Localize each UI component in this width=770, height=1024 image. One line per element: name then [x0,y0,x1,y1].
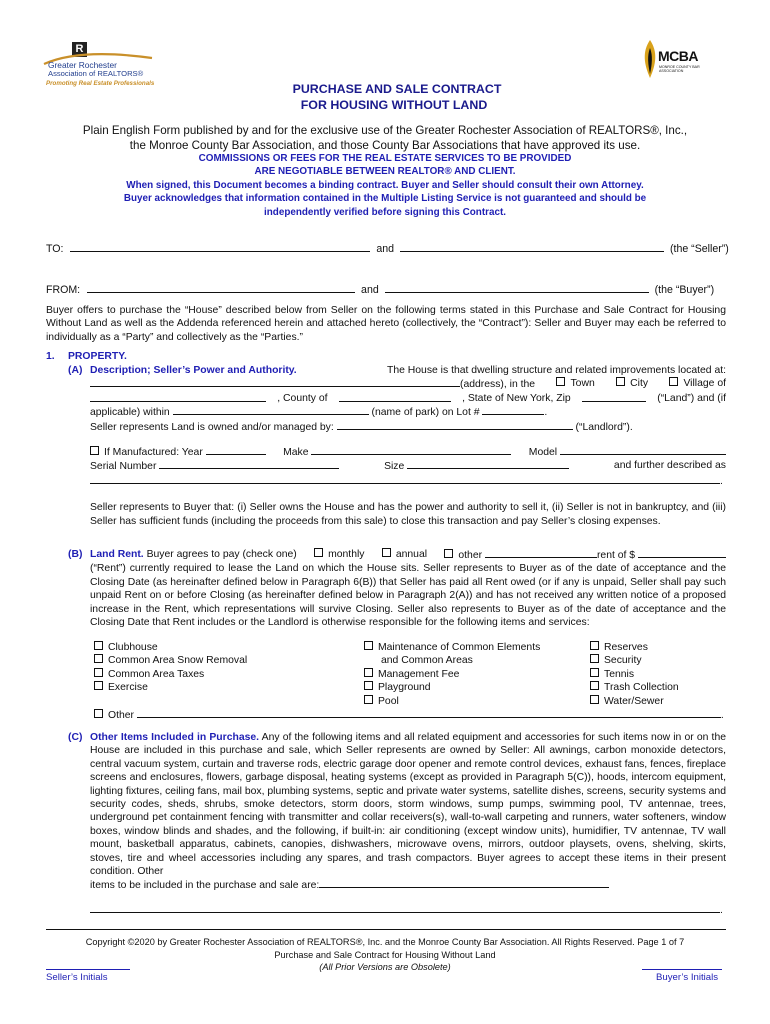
section-1-number: 1. [46,351,55,362]
security-checkbox[interactable] [590,654,599,663]
lot-number-field[interactable] [482,405,544,415]
snow-removal-checkbox[interactable] [94,654,103,663]
address-field[interactable] [90,377,460,387]
village-checkbox[interactable] [669,377,678,386]
manufactured-checkbox[interactable] [90,446,99,455]
reserves-checkbox[interactable] [590,641,599,650]
annual-checkbox[interactable] [382,548,391,557]
other-items-field-1[interactable] [319,878,609,888]
seller-name-field-2[interactable] [400,242,664,252]
model-field[interactable] [560,445,726,455]
seller-initials-line[interactable] [46,969,130,970]
offer-paragraph: Buyer offers to purchase the “House” described below from Seller on the following terms stated in this Purchase and Sale Contract for Housing Without Land as well as the Addenda referenced herein and attached hereto (collectively, the “Contract”): Seller and Buyer may each be referred to individually as a “Party” and collectively as the “Parties.” [46,305,726,343]
logo-sub: Association of REALTORS® [48,69,144,78]
county-field[interactable] [339,392,451,402]
intro-text: Plain English Form published by and for the exclusive use of the Greater Rochester Association of REALTORS®, Inc., the Monroe County Bar Association, and those County Bar Associations that have approved its use. [82,124,688,152]
buyer-initials-label: Buyer’s Initials [656,972,719,983]
monthly-checkbox[interactable] [314,548,323,557]
water-sewer-checkbox[interactable] [590,695,599,704]
make-field[interactable] [311,445,511,455]
pool-checkbox[interactable] [364,695,373,704]
to-row: TO: and (the “Seller”) [46,243,729,255]
notice-block: COMMISSIONS OR FEES FOR THE REAL ESTATE SERVICES TO BE PROVIDED ARE NEGOTIABLE BETWEEN REALTOR® AND CLIENT. When signed, this Document becomes a binding contract. Buyer and Seller should consult their own Attorney. Buyer acknowledges that information contained in the Multiple Listing Service is not guaranteed and should be independently verified before signing this Contract. [123,153,647,218]
description-field[interactable] [90,474,720,484]
mcba-logo [640,38,720,82]
buyer-initials-line[interactable] [642,969,722,970]
seller-represents: Seller represents to Buyer that: (i) Seller owns the House and has the power and authority to sell it, (ii) Seller is not in bankruptcy, and (iii) Seller has sufficient funds (including the proceeds from this sale) to close this transaction and pay Seller’s closing expenses. [90,502,726,527]
section-a-label: (A) [68,365,83,376]
flame-icon [640,38,660,80]
park-name-field[interactable] [173,405,369,415]
trash-checkbox[interactable] [590,681,599,690]
rent-period-field[interactable] [485,548,597,558]
section-1-title: PROPERTY. [68,351,127,362]
zip-field[interactable] [582,392,646,402]
city-checkbox[interactable] [616,377,625,386]
seller-initials-label: Seller’s Initials [46,972,108,983]
section-b-label: (B) [68,549,83,560]
other-service-row: Other . [94,708,724,722]
services-col-3: Reserves Security Tennis Trash Collection Water/Sewer [590,641,679,708]
logo-tagline: Promoting Real Estate Professionals [46,80,155,87]
mcba-text: MCBA [658,48,698,64]
footer-text: Copyright ©2020 by Greater Rochester Association of REALTORS®, Inc. and the Monroe County Bar Association. All Rights Reserved. Page 1 of 7 Purchase and Sale Contract for Housing Without Land (All Prior Versions are Obsolete) [85,937,685,973]
maintenance-checkbox[interactable] [364,641,373,650]
other-service-field[interactable] [137,708,721,718]
area-taxes-checkbox[interactable] [94,668,103,677]
section-c-body: Other Items Included in Purchase. Any of the following items and all related equipment and accessories for such items now in or on the House are included in this purchase and sale, which Seller represents are owned by Seller: All awnings, carbon monoxide detectors, central vacuum system, curtain and traverse rods, electric garage door opener and remote control devices, exhaust fans, fences, fireplace screens and enclosures, flowers, garbage disposal, heating systems (except as provided in Paragraph 5(C)), hoods, intercom equipment, lighting fixtures, ceiling fans, mail box, plumbing systems, septic and private water systems, satellite dishes, screens, security systems and security codes, sheds, shrubs, smoke detectors, storm doors, storm windows, sump pumps, swimming pool, TV antennae, trees, underground pet containment fencing with transmitter and collar receivers(s), wall-to-wall carpeting and runners, water softeners, window boxes, window blinds and shades, and the following, if built-in: air conditioning (except window units), humidifier, TV antennae, TV wall mount, basketball apparatus, cabinets, canopies, dishwashers, microwave ovens, mirrors, outdoor playsets, ovens, shelving, skirts, stoves, tire and wheel accessories including any spares, and trash compactors. Buyer agrees to accept these items in their present condition. Other items to be included in the purchase and sale are: . [90,732,726,916]
section-c-label: (C) [68,732,83,743]
other-items-field-2[interactable] [90,903,720,913]
exercise-checkbox[interactable] [94,681,103,690]
buyer-name-field-1[interactable] [87,283,355,293]
rent-amount-field[interactable] [638,548,726,558]
playground-checkbox[interactable] [364,681,373,690]
services-col-1: Clubhouse Common Area Snow Removal Common Area Taxes Exercise [94,641,247,695]
other-rent-checkbox[interactable] [444,549,453,558]
clubhouse-checkbox[interactable] [94,641,103,650]
section-b-body: Land Rent. Buyer agrees to pay (check one) monthly annual other rent of $ (“Rent”) currently required to lease the Land on which the House sits. Seller represents to Buyer as of the date of acceptance and the Closing Date (as hereinafter defined below in Paragraph 6(B)) that Seller has paid all Rent owed (or if any is unpaid, Seller shall pay such unpaid Rent on or before Closing (as hereinafter defined below in Paragraph 2(A)) and has not received any written notice of a proposed increase in the Rent, which representations will survive Closing. Seller also represents to Buyer as of the date of acceptance and the Closing Date that Rent includes or the Landlord is otherwise responsible for the following items and services: [90,549,726,629]
buyer-name-field-2[interactable] [385,283,649,293]
page-title: PURCHASE AND SALE CONTRACT FOR HOUSING WITHOUT LAND [292,82,502,112]
realtor-mark-icon: R [72,42,87,57]
from-row: FROM: and (the “Buyer”) [46,284,715,296]
landlord-field[interactable] [337,420,573,430]
section-a-body: Description; Seller’s Power and Authority. The House is that dwelling structure and related improvements located at: (address), in the Town City Village of , County of , State of New York, Zip (“Land”) and (if applicable) within (name of park) on Lot # . Seller represents Land is owned and/or managed by: (“Landlord”). If Manufactured: Year Make Model Serial Number Size and further described as . Seller represents to Buyer that: (i) Seller owns the House and has the power and authority to sell it, (ii) Seller is not in bankruptcy, and (iii) Seller has sufficient funds (including the proceeds from this sale) to close this transaction and pay Seller’s closing expenses. [90,365,726,527]
size-field[interactable] [407,459,569,469]
tennis-checkbox[interactable] [590,668,599,677]
footer-rule [46,929,726,930]
town-checkbox[interactable] [556,377,565,386]
mcba-sub: MONROE COUNTY BAR ASSOCIATION [659,65,700,74]
village-name-field[interactable] [90,392,266,402]
seller-name-field-1[interactable] [70,242,370,252]
year-field[interactable] [206,445,266,455]
management-fee-checkbox[interactable] [364,668,373,677]
serial-field[interactable] [159,459,339,469]
logo-name: Greater Rochester [48,60,117,70]
services-col-2: Maintenance of Common Elements and Common Areas Management Fee Playground Pool [364,641,540,708]
other-service-checkbox[interactable] [94,709,103,718]
